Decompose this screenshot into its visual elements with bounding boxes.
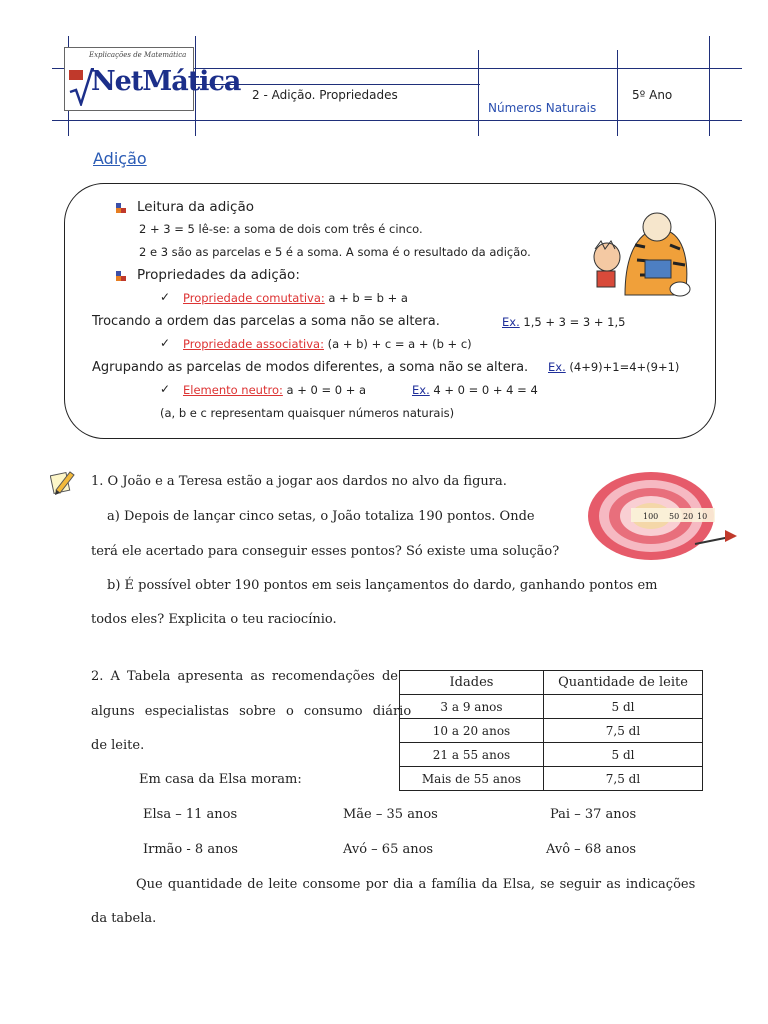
table-header-cell: Idades	[400, 671, 544, 695]
associativa-example: (4+9)+1=4+(9+1)	[569, 360, 680, 374]
family-member: Avô – 68 anos	[546, 842, 637, 857]
table-cell: 7,5 dl	[544, 767, 703, 791]
comutativa-example: 1,5 + 3 = 3 + 1,5	[523, 315, 626, 329]
netmatica-logo	[64, 47, 241, 111]
ex2-question-line1: Que quantidade de leite consome por dia a família da Elsa, se seguir as indicações	[136, 877, 696, 892]
family-member: Pai – 37 anos	[550, 807, 637, 822]
comutativa-text: Trocando a ordem das parcelas a soma não se altera.	[92, 314, 440, 329]
target-label-50: 50	[669, 512, 680, 521]
neutro-example: 4 + 0 = 0 + 4 = 4	[433, 383, 538, 397]
table-row	[400, 719, 703, 743]
ex1-line4: b) É possível obter 190 pontos em seis lançamentos do dardo, ganhando pontos em	[107, 578, 658, 593]
ex-label: Ex.	[412, 383, 430, 397]
bullet-icon	[116, 203, 126, 213]
associativa-label: Propriedade associativa:	[183, 337, 324, 351]
target-label-10: 10	[697, 512, 708, 521]
leitura-title: Leitura da adição	[137, 199, 254, 215]
ex1-line5: todos eles? Explicita o teu raciocínio.	[91, 612, 337, 627]
ex2-question-line2: da tabela.	[91, 911, 157, 926]
topic-title: 2 - Adição. Propriedades	[252, 88, 398, 102]
leitura-line1: 2 + 3 = 5 lê-se: a soma de dois com três é cinco.	[139, 222, 423, 236]
table-cell: 10 a 20 anos	[400, 719, 544, 743]
check-icon: ✓	[160, 382, 171, 396]
family-member: Mãe – 35 anos	[343, 807, 438, 822]
logo-subtitle: Explicações de Matemática	[89, 51, 187, 59]
pencil-paper-icon	[50, 468, 76, 496]
ex-label: Ex.	[502, 315, 520, 329]
ex2-line1: 2. A Tabela apresenta as recomendações de	[91, 669, 399, 684]
comutativa-label: Propriedade comutativa:	[183, 291, 325, 305]
table-row	[400, 767, 703, 791]
cartoon-reading-icon	[585, 205, 700, 297]
table-header-cell: Quantidade de leite	[544, 671, 703, 695]
milk-table	[399, 670, 703, 791]
table-row	[400, 743, 703, 767]
table-cell: Mais de 55 anos	[400, 767, 544, 791]
header-rule-subject	[617, 50, 618, 136]
family-member: Elsa – 11 anos	[143, 807, 238, 822]
table-cell: 7,5 dl	[544, 719, 703, 743]
logo-title: NetMática	[91, 66, 241, 97]
section-title: Adição	[93, 149, 147, 168]
check-icon: ✓	[160, 290, 171, 304]
leitura-line2: 2 e 3 são as parcelas e 5 é a soma. A soma é o resultado da adição.	[139, 245, 531, 259]
grade-label: 5º Ano	[632, 88, 673, 102]
ex1-line2: a) Depois de lançar cinco setas, o João totaliza 190 pontos. Onde	[107, 509, 535, 524]
ex2-line2: alguns especialistas sobre o consumo diário	[91, 704, 412, 719]
family-member: Irmão - 8 anos	[143, 842, 238, 857]
propriedades-title: Propriedades da adição:	[137, 267, 300, 283]
header-rule-bottom	[52, 120, 742, 121]
bullet-icon	[116, 271, 126, 281]
table-cell: 21 a 55 anos	[400, 743, 544, 767]
ex1-line3: terá ele acertado para conseguir esses pontos? Só existe uma solução?	[91, 544, 560, 559]
ex-label: Ex.	[548, 360, 566, 374]
summary-note: (a, b e c representam quaisquer números naturais)	[160, 406, 455, 420]
table-row	[400, 695, 703, 719]
associativa-text: Agrupando as parcelas de modos diferentes, a soma não se altera.	[92, 360, 529, 375]
table-cell: 3 a 9 anos	[400, 695, 544, 719]
check-icon: ✓	[160, 336, 171, 350]
neutro-label: Elemento neutro:	[183, 383, 283, 397]
family-member: Avó – 65 anos	[343, 842, 434, 857]
ex2-line3: de leite.	[91, 738, 145, 753]
comutativa-formula: a + b = b + a	[328, 291, 408, 305]
ex1-line1: 1. O João e a Teresa estão a jogar aos dardos no alvo da figura.	[91, 474, 507, 489]
dart-target	[585, 470, 755, 570]
associativa-formula: (a + b) + c = a + (b + c)	[327, 337, 472, 351]
table-cell: 5 dl	[544, 743, 703, 767]
ex2-line4: Em casa da Elsa moram:	[139, 772, 302, 787]
subject-title: Números Naturais	[488, 101, 597, 115]
header-rule-topic	[478, 50, 479, 136]
table-header-row	[400, 671, 703, 695]
neutro-formula: a + 0 = 0 + a	[286, 383, 367, 397]
table-cell: 5 dl	[544, 695, 703, 719]
header-rule-right	[709, 36, 710, 136]
target-label-20: 20	[683, 512, 694, 521]
target-label-100: 100	[643, 512, 659, 521]
